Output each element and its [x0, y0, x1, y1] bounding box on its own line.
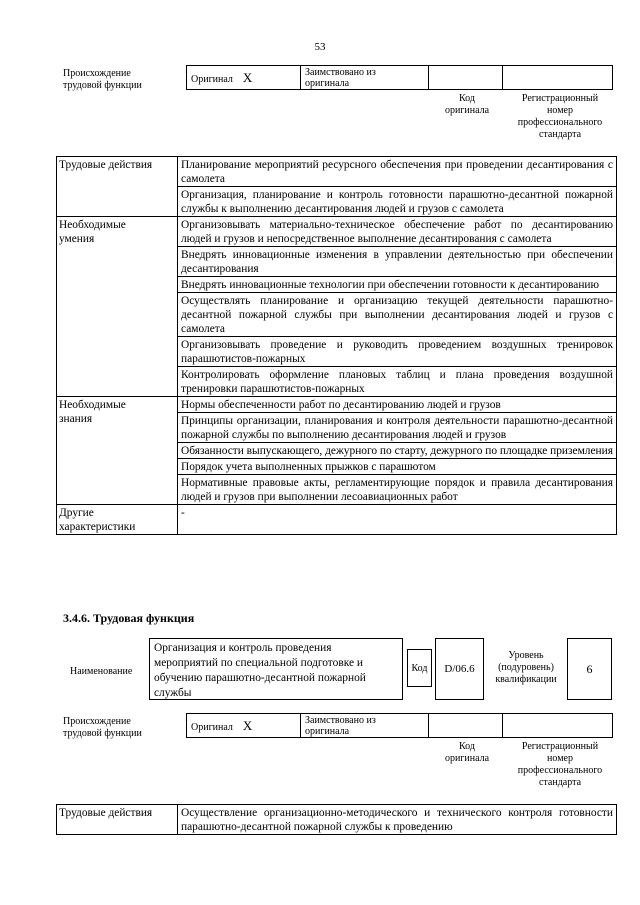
knowledge-5: Нормативные правовые акты, регламентирующие порядок и правила десантирования людей и грузов при выполнении лесоавиационных работ: [178, 475, 617, 505]
level-line3: квалификации: [495, 674, 557, 685]
table-row: [57, 157, 617, 187]
reg-caption-line2: номер: [547, 105, 573, 116]
table-row: [57, 217, 617, 247]
labor-function-table-2: [56, 804, 617, 835]
origin-table: [186, 65, 613, 90]
other-label: [57, 505, 178, 535]
skill-5: Организовывать проведение и руководить проведением воздушных тренировок парашютистов-пожарных: [178, 337, 617, 367]
knowledge-2: Принципы организации, планирования и контроля деятельности парашютно-десантной пожарной службы по выполнению десантирования людей и грузов: [178, 413, 617, 443]
skill-2: Внедрять инновационные изменения в управлении деятельностью при обеспечении десантирования: [178, 247, 617, 277]
original-label: Оригинал: [191, 73, 233, 85]
reg-caption-line1: Регистрационный: [521, 741, 599, 752]
other-value: -: [178, 505, 617, 535]
original-mark: X: [242, 717, 253, 733]
original-cell: [187, 714, 301, 738]
registration-caption-2: [504, 741, 616, 789]
level-line1: Уровень: [508, 650, 544, 661]
code-caption-line1: Код: [459, 93, 475, 104]
code-caption: [430, 93, 504, 117]
knowledge-3: Обязанности выпускающего, дежурного по старту, дежурного по площадке приземления: [178, 443, 617, 459]
original-mark: X: [242, 69, 253, 85]
reg-caption-line4: стандарта: [538, 777, 582, 788]
borrowed-line2: оригинала: [305, 726, 350, 737]
reg-caption-line3: профессионального: [517, 117, 603, 128]
borrowed-cell: [301, 66, 429, 90]
section-title: 3.4.6. Трудовая функция: [63, 611, 195, 625]
skills-label-line2: умения: [59, 233, 95, 245]
skill-3: Внедрять инновационные технологии при обеспечении готовности к десантированию: [178, 277, 617, 293]
origin-table-2: [186, 713, 613, 738]
registration-caption: [504, 93, 616, 141]
knowledge-label-line1: Необходимые: [59, 399, 126, 411]
original-label: Оригинал: [191, 721, 233, 733]
table-row: [57, 397, 617, 413]
labor-action-2: Организация, планирование и контроль готовности парашютно-десантной пожарной службы к выполнению десантирования людей и грузов с самолета: [178, 187, 617, 217]
skill-4: Осуществлять планирование и организацию текущей деятельности парашютно-десантной пожарной службы при выполнении десантирования людей и грузов с самолета: [178, 293, 617, 337]
name-label: Наименование: [70, 666, 133, 677]
reg-caption-line1: Регистрационный: [521, 93, 599, 104]
labor-function-table: [56, 156, 617, 535]
code-label: Код: [407, 649, 432, 687]
reg-caption-line4: стандарта: [538, 129, 582, 140]
labor-actions-label: Трудовые действия: [57, 805, 178, 835]
page-number: 53: [314, 41, 326, 53]
skill-1: Организовывать материально-техническое обеспечение работ по десантированию людей и грузов и непосредственное выполнение десантирования с самолета: [178, 217, 617, 247]
code-caption-2: [430, 741, 504, 765]
original-cell: [187, 66, 301, 90]
skills-label-line1: Необходимые: [59, 219, 126, 231]
other-label-line1: Другие: [59, 507, 94, 519]
reg-caption-line3: профессионального: [517, 765, 603, 776]
knowledge-label-line2: знания: [59, 413, 93, 425]
table-row: [57, 805, 617, 835]
borrowed-cell: [301, 714, 429, 738]
knowledge-4: Порядок учета выполненных прыжков с парашютом: [178, 459, 617, 475]
labor-action-1: Осуществление организационно-методического и технического контроля готовности парашютно-десантной пожарной службы к проведению: [178, 805, 617, 835]
origin-label-2: [63, 716, 142, 740]
skills-label: [57, 217, 178, 397]
knowledge-1: Нормы обеспеченности работ по десантированию людей и грузов: [178, 397, 617, 413]
origin-label-line1: Происхождение: [63, 68, 131, 79]
origin-label-line1: Происхождение: [63, 716, 131, 727]
origin-label: [63, 68, 142, 92]
original-code-cell: [429, 66, 503, 90]
reg-caption-line2: номер: [547, 753, 573, 764]
knowledge-label: [57, 397, 178, 505]
skill-6: Контролировать оформление плановых таблиц и плана проведения воздушной тренировки парашютистов-пожарных: [178, 367, 617, 397]
level-line2: (подуровень): [498, 662, 554, 673]
qualification-level-label: [488, 650, 564, 686]
borrowed-line1: Заимствовано из: [305, 67, 376, 78]
labor-action-1: Планирование мероприятий ресурсного обеспечения при проведении десантирования с самолета: [178, 157, 617, 187]
registration-number-cell: [503, 66, 613, 90]
table-row: [57, 505, 617, 535]
original-code-cell: [429, 714, 503, 738]
origin-label-line2: трудовой функции: [63, 80, 142, 91]
borrowed-line1: Заимствовано из: [305, 715, 376, 726]
origin-label-line2: трудовой функции: [63, 728, 142, 739]
borrowed-line2: оригинала: [305, 78, 350, 89]
code-caption-line2: оригинала: [444, 105, 490, 116]
other-label-line2: характеристики: [59, 521, 136, 533]
qualification-level-value: 6: [567, 638, 612, 700]
name-value: Организация и контроль проведения мероприятий по специальной подготовке и обучению парашютно-десантной пожарной службы: [149, 638, 403, 700]
code-caption-line2: оригинала: [444, 753, 490, 764]
registration-number-cell: [503, 714, 613, 738]
labor-actions-label: Трудовые действия: [57, 157, 178, 217]
code-caption-line1: Код: [459, 741, 475, 752]
code-value: D/06.6: [435, 638, 484, 700]
